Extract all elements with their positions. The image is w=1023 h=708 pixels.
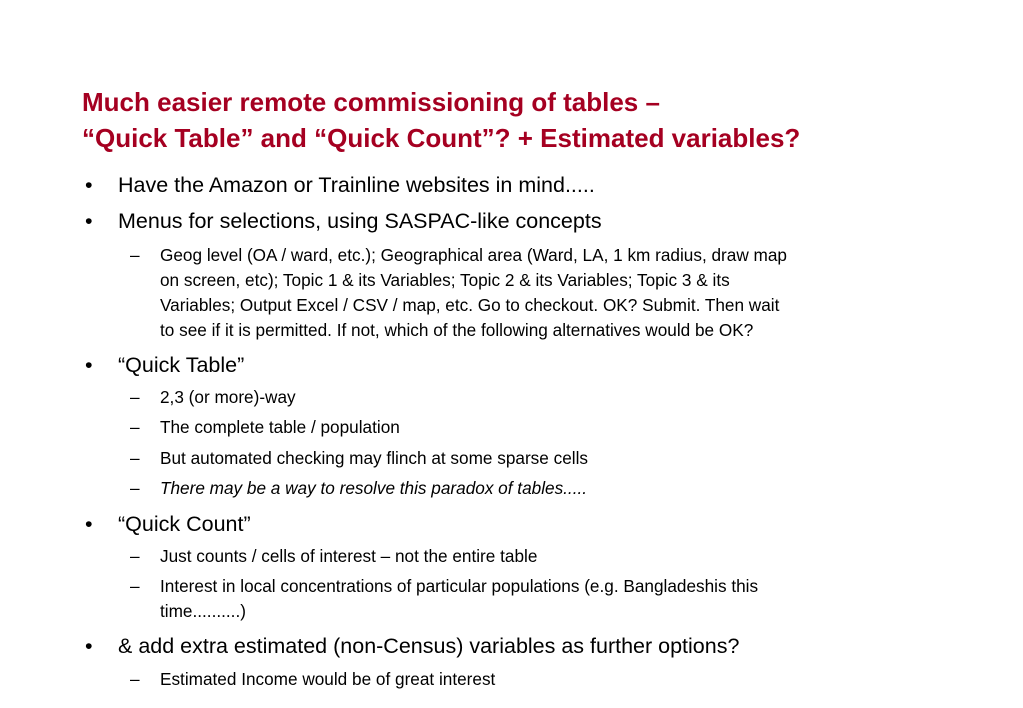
bullet-marker: • (85, 173, 93, 197)
dash-marker: – (130, 245, 140, 265)
dash-marker: – (130, 546, 140, 566)
sub-item-line: Geog level (OA / ward, etc.); Geographical area (Ward, LA, 1 km radius, draw map (160, 245, 787, 265)
sub-item-text: There may be a way to resolve this paradox of tables..... (160, 478, 588, 498)
sub-item-text: The complete table / population (160, 417, 400, 437)
sub-item-line: Variables; Output Excel / CSV / map, etc. Go to checkout. OK? Submit. Then wait (160, 295, 780, 315)
sub-item-text: But automated checking may flinch at some sparse cells (160, 448, 588, 468)
bullet-text: Menus for selections, using SASPAC-like concepts (118, 209, 602, 233)
slide-title-line-2: “Quick Table” and “Quick Count”? + Estimated variables? (82, 123, 801, 153)
dash-marker: – (130, 478, 140, 498)
bullet-text: “Quick Count” (118, 512, 251, 536)
sub-item-line: to see if it is permitted. If not, which of the following alternatives would be OK? (160, 320, 754, 340)
bullet-marker: • (85, 634, 93, 658)
dash-marker: – (130, 417, 140, 437)
sub-item-text: Just counts / cells of interest – not the entire table (160, 546, 538, 566)
dash-marker: – (130, 669, 140, 689)
bullet-text: “Quick Table” (118, 353, 245, 377)
dash-marker: – (130, 387, 140, 407)
sub-item-line: on screen, etc); Topic 1 & its Variables; Topic 2 & its Variables; Topic 3 & its (160, 270, 730, 290)
bullet-text: Have the Amazon or Trainline websites in mind..... (118, 173, 595, 197)
sub-item-line: time..........) (160, 601, 246, 621)
sub-item-line: Interest in local concentrations of particular populations (e.g. Bangladeshis this (160, 576, 759, 596)
slide-title (82, 84, 1002, 156)
slide-title-line-1: Much easier remote commissioning of tables – (82, 87, 660, 117)
sub-item-text: 2,3 (or more)-way (160, 387, 296, 407)
sub-item-text (160, 574, 940, 624)
bullet-marker: • (85, 512, 93, 536)
bullet-text: & add extra estimated (non-Census) variables as further options? (118, 634, 740, 658)
dash-marker: – (130, 448, 140, 468)
sub-item-text: Estimated Income would be of great interest (160, 669, 496, 689)
sub-item-text (160, 243, 940, 343)
dash-marker: – (130, 576, 140, 596)
bullet-marker: • (85, 353, 93, 377)
bullet-marker: • (85, 209, 93, 233)
